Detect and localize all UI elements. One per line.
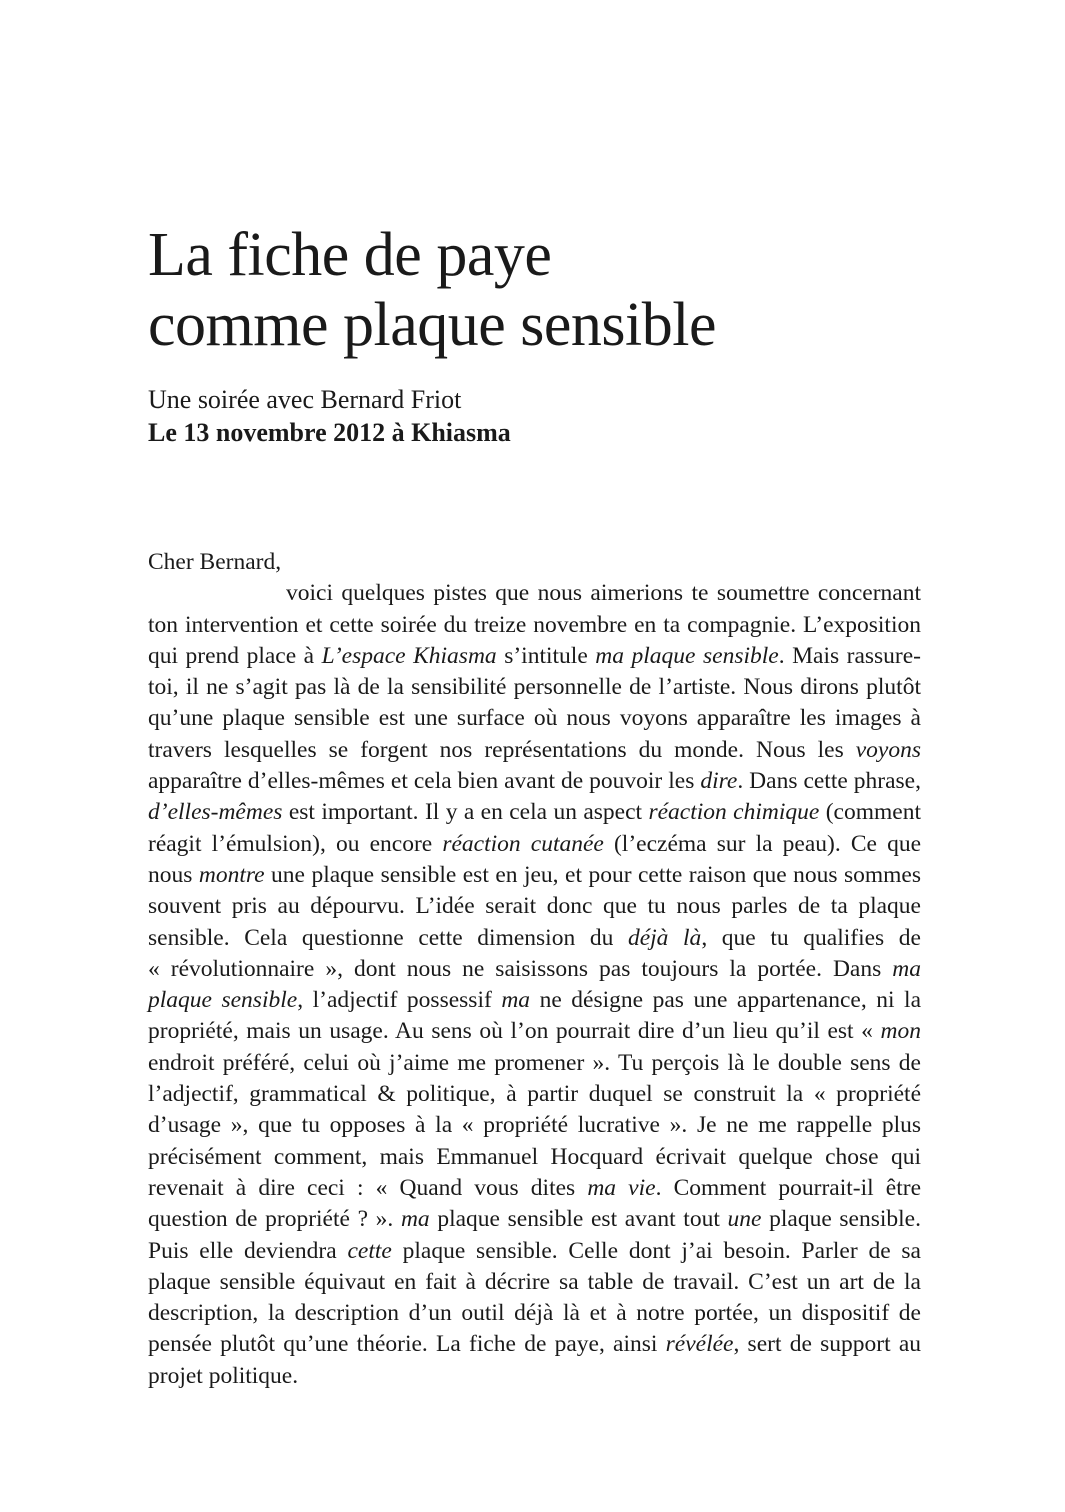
subtitle-event: Une soirée avec Bernard Friot (148, 385, 462, 414)
letter (148, 547, 921, 1392)
subtitle-date: Le 13 novembre 2012 à Khiasma (148, 418, 511, 447)
page-title (148, 220, 921, 360)
subtitle-block (148, 383, 921, 449)
letter-body: voici quelques pistes que nous aimerions te soumettre concernant ton intervention et cette soirée du treize novembre en ta compagnie. L’exposition qui prend place à L’espace Khiasma s’intitule ma plaque sensible. Mais rassure-toi, il ne s’agit pas là de la sensibilité personnelle de l’artiste. Nous dirons plutôt qu’une plaque sensible est une surface où nous voyons apparaître les images à travers lesquelles se forgent nos représentations du monde. Nous les voyons apparaître d’elles-mêmes et cela bien avant de pouvoir les dire. Dans cette phrase, d’elles-mêmes est important. Il y a en cela un aspect réaction chimique (comment réagit l’émulsion), ou encore réaction cutanée (l’eczéma sur la peau). Ce que nous montre une plaque sensible est en jeu, et pour cette raison que nous sommes souvent pris au dépourvu. L’idée serait donc que tu nous parles de ta plaque sensible. Cela questionne cette dimension du déjà là, que tu qualifies de « révolutionnaire », dont nous ne saisissons pas toujours la portée. Dans ma plaque sensible, l’adjectif possessif ma ne désigne pas une appartenance, ni la propriété, mais un usage. Au sens où l’on pourrait dire d’un lieu qu’il est « mon endroit préféré, celui où j’aime me promener ». Tu perçois là le double sens de l’adjectif, grammatical & politique, à partir duquel se construit la « propriété d’usage », que tu opposes à la « propriété lucrative ». Je ne me rappelle plus précisément comment, mais Emmanuel Hocquard écrivait quelque chose qui revenait à dire ceci : « Quand vous dites ma vie. Comment pourrait-il être question de propriété ? ». ma plaque sensible est avant tout une plaque sensible. Puis elle deviendra cette plaque sensible. Celle dont j’ai besoin. Parler de sa plaque sensible équivaut en fait à décrire sa table de travail. C’est un art de la description, la description d’un outil déjà là et à notre portée, un dispositif de pensée plutôt qu’une théorie. La fiche de paye, ainsi révélée, sert de support au projet politique. (148, 580, 922, 1389)
title-line-1: La fiche de paye (148, 221, 552, 289)
title-line-2: comme plaque sensible (148, 291, 716, 359)
salutation: Cher Bernard, (148, 549, 282, 575)
